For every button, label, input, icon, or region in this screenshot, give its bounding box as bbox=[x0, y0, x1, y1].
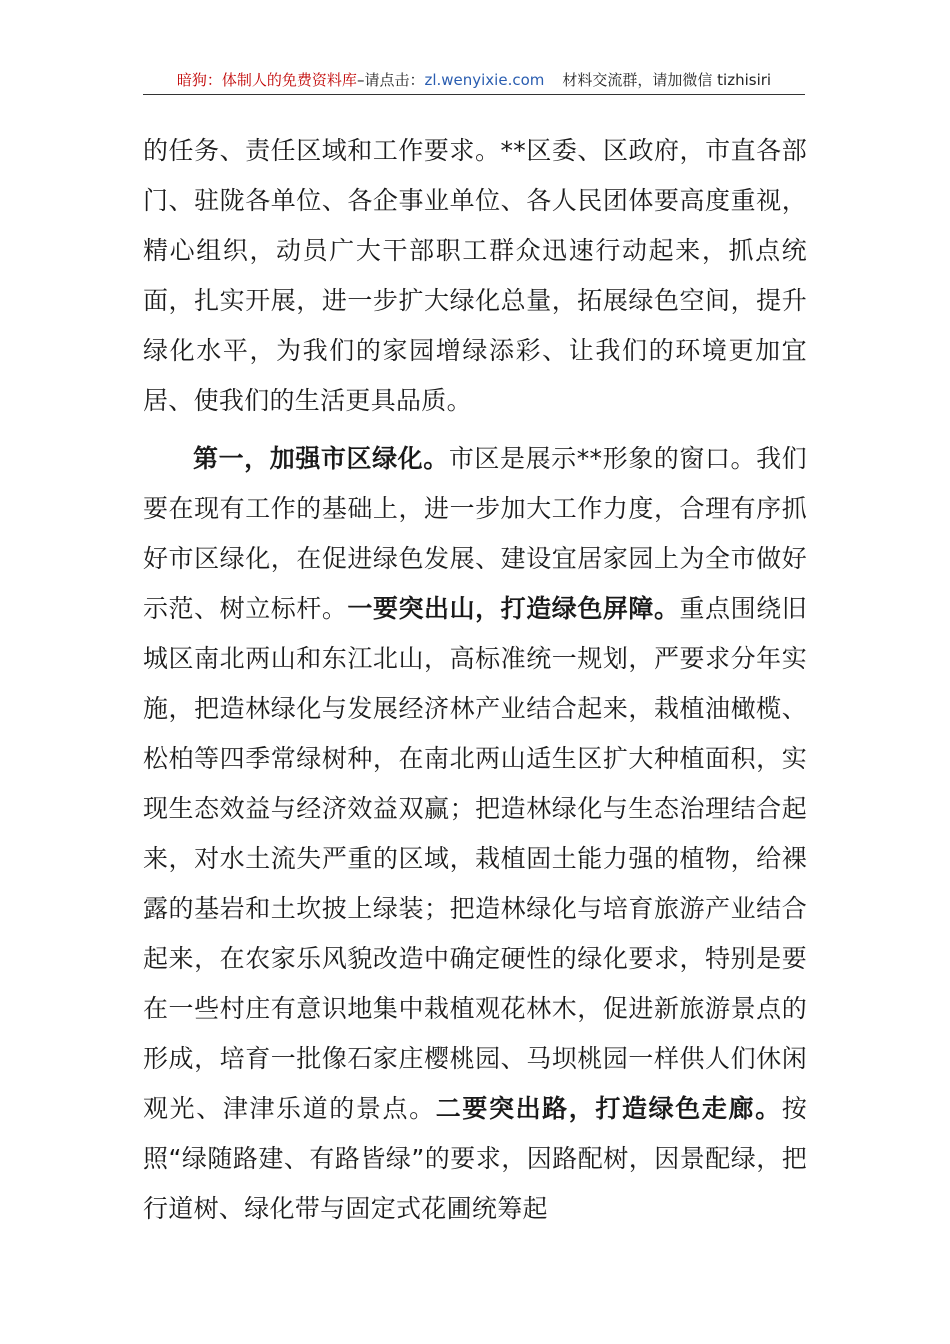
header-url-link[interactable]: zl.wenyixie.com bbox=[424, 71, 545, 89]
document-body bbox=[143, 126, 807, 1234]
section-heading-urban-greening: 第一，加强市区绿化。 bbox=[193, 444, 449, 473]
point-1-text: 重点围绕旧城区南北两山和东江北山，高标准统一规划，严要求分年实施，把造林绿化与发展经济林产业结合起来，栽植油橄榄、松柏等四季常绿树种，在南北两山适生区扩大种植面积，实现生态效益与经济效益双赢；把造林绿化与生态治理结合起来，对水土流失严重的区域，栽植固土能力强的植物，给裸露的基岩和土坎披上绿装；把造林绿化与培育旅游产业结合起来，在农家乐风貌改造中确定硬性的绿化要求，特别是要在一些村庄有意识地集中栽植观花林木，促进新旅游景点的形成，培育一批像石家庄樱桃园、马坝桃园一样供人们休闲观光、津津乐道的景点。 bbox=[143, 594, 808, 1123]
section-intro-text: 市区是展示**形象的窗口。我们要在现有工作的基础上，进一步加大工作力度，合理有序抓好市区绿化，在促进绿色发展、建设宜居家园上为全市做好示范、树立标杆。 bbox=[143, 444, 807, 623]
point-2-text: 按照“绿随路建、有路皆绿”的要求，因路配树，因景配绿，把行道树、绿化带与固定式花圃统筹起 bbox=[143, 1094, 807, 1223]
point-1-heading: 一要突出山，打造绿色屏障。 bbox=[347, 594, 680, 623]
paragraph-2 bbox=[143, 434, 807, 1234]
paragraph-1: 的任务、责任区域和工作要求。**区委、区政府，市直各部门、驻陇各单位、各企事业单位、各人民团体要高度重视，精心组织，动员广大干部职工群众迅速行动起来，抓点统面，扎实开展，进一步扩大绿化总量，拓展绿色空间，提升绿化水平，为我们的家园增绿添彩、让我们的环境更加宜居、使我们的生活更具品质。 bbox=[143, 136, 807, 415]
point-2-heading: 二要突出路，打造绿色走廊。 bbox=[435, 1094, 782, 1123]
header-contact-text: 材料交流群，请加微信 tizhisiri bbox=[562, 71, 772, 89]
header-click-label: –请点击： bbox=[356, 71, 425, 89]
header-source-text: 暗狗：体制人的免费资料库 bbox=[176, 71, 357, 89]
page-header bbox=[143, 66, 805, 95]
